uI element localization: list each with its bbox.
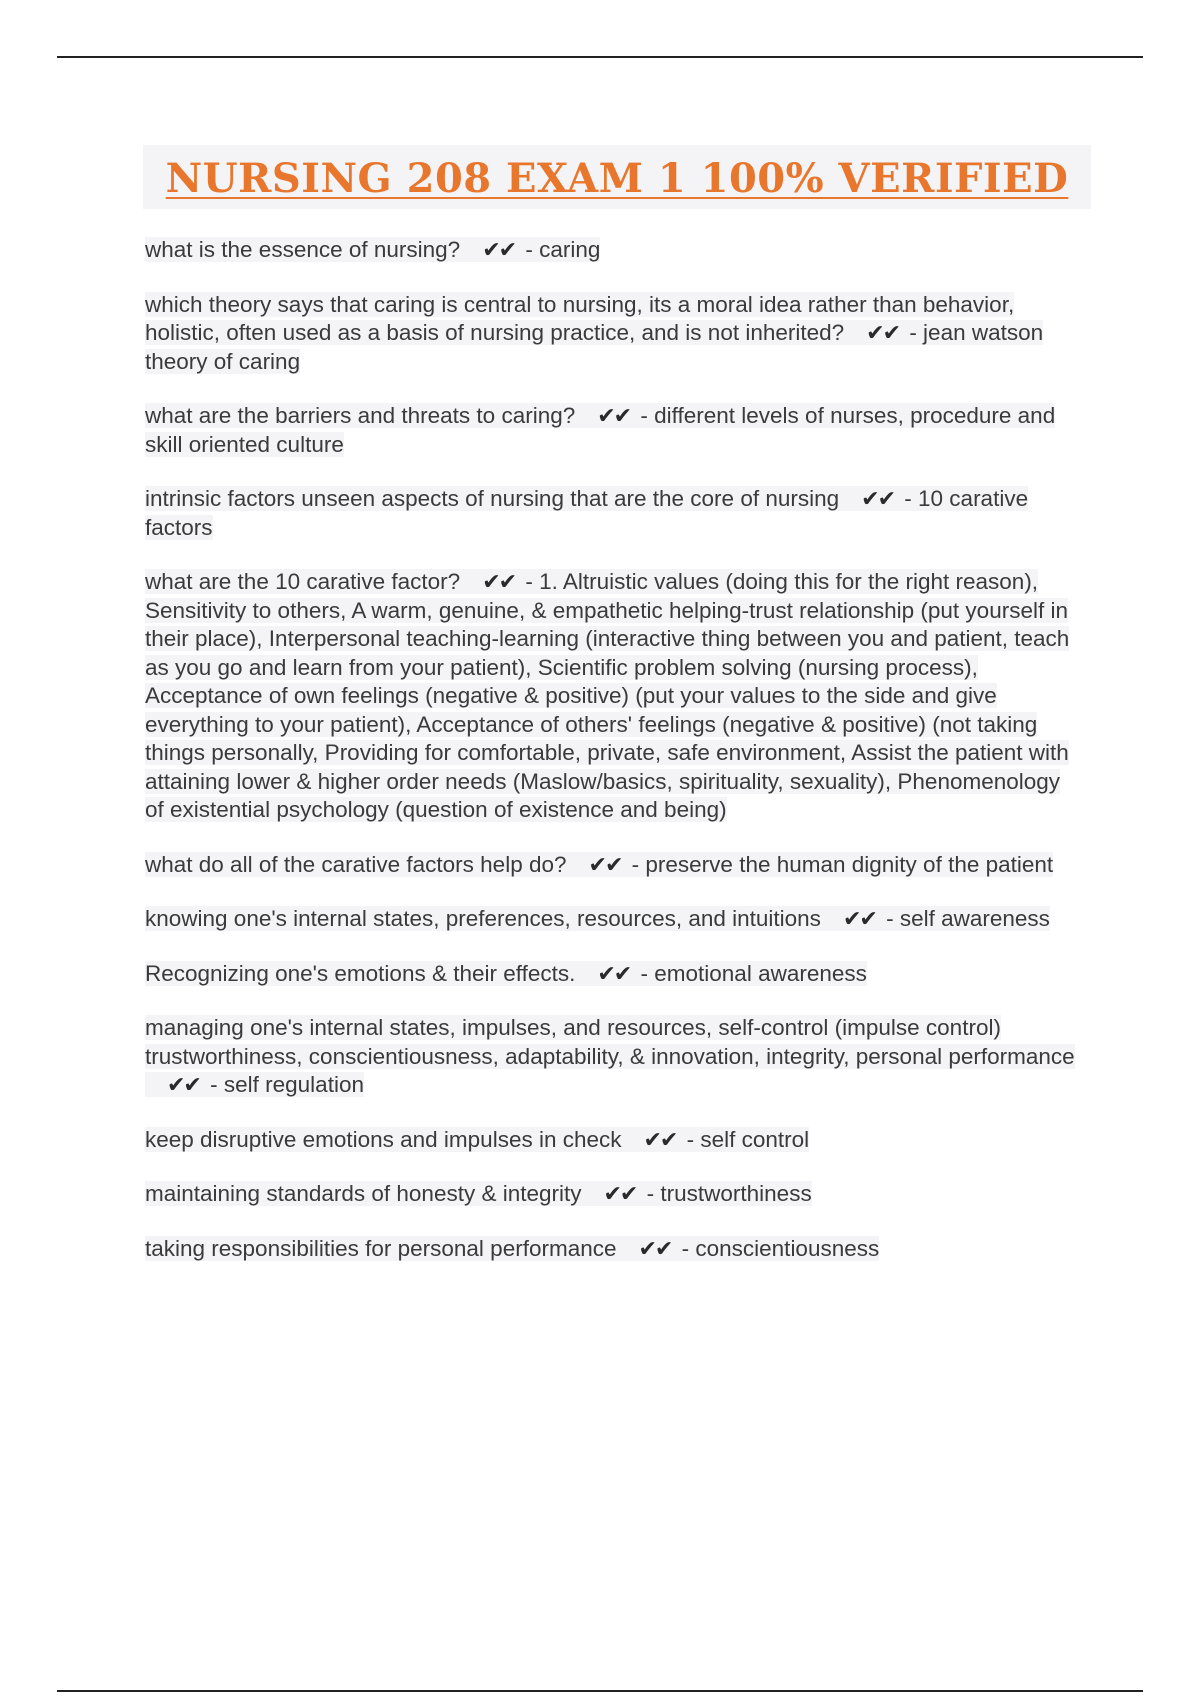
double-check-icon: ✔✔: [866, 320, 900, 345]
double-check-icon: ✔✔: [643, 1126, 677, 1152]
title-banner: [143, 145, 1091, 209]
question-text: what are the 10 carative factor?: [145, 569, 461, 594]
qa-item: [145, 291, 1085, 377]
question-text: keep disruptive emotions and impulses in check: [145, 1126, 622, 1152]
answer-text: - self awareness: [886, 906, 1050, 931]
question-text: managing one's internal states, impulses, and resources, self-control (impulse control) trustworthiness, conscientiousness, adaptability, & innovation, integrity, personal performance: [145, 1015, 1075, 1069]
question-text: what are the barriers and threats to caring?: [145, 403, 576, 428]
qa-item: [145, 402, 1085, 459]
answer-text: - self control: [686, 1126, 810, 1152]
question-text: knowing one's internal states, preferences, resources, and intuitions: [145, 906, 821, 931]
double-check-icon: ✔✔: [603, 1181, 637, 1206]
double-check-icon: ✔✔: [597, 403, 631, 428]
qa-item: [145, 1126, 1085, 1155]
question-text: what do all of the carative factors help do?: [145, 851, 567, 877]
answer-text: - self regulation: [210, 1072, 364, 1097]
answer-text: - different levels of nurses, procedure and skill oriented culture: [145, 403, 1056, 457]
answer-text: - emotional awareness: [640, 960, 867, 986]
qa-item: [145, 1235, 1085, 1264]
question-text: what is the essence of nursing?: [145, 237, 461, 262]
qa-item: [145, 1014, 1085, 1100]
double-check-icon: ✔✔: [167, 1072, 200, 1097]
answer-text: - trustworthiness: [646, 1181, 812, 1206]
qa-item: [145, 236, 1085, 265]
double-check-icon: ✔✔: [861, 486, 895, 511]
question-text: Recognizing one's emotions & their effects.: [145, 960, 576, 986]
answer-text: - 1. Altruistic values (doing this for the right reason), Sensitivity to others, A warm, genuine, & empathetic helping-trust relationship (put yourself in their place), Interpersonal teaching-learning (interactive thing between you and patient, teach as you go and learn from your patient), Scientific problem solving (nursing process), Acceptance of own feelings (negative & positive) (put your values to the side and give everything to your patient), Acceptance of others' feelings (negative & positive) (not taking things personally, Providing for comfortable, private, safe environment, Assist the patient with attaining lower & higher order needs (Maslow/basics, spirituality, sexuality), Phenomenology of existential psychology (question of existence and being): [145, 569, 1070, 822]
top-rule: [57, 56, 1143, 58]
answer-text: - 10 carative factors: [145, 486, 1029, 540]
double-check-icon: ✔✔: [482, 569, 516, 594]
bottom-rule: [57, 1690, 1143, 1692]
qa-item: [145, 851, 1085, 880]
answer-text: - jean watson theory of caring: [145, 320, 1044, 374]
question-text: which theory says that caring is central to nursing, its a moral idea rather than behavior, holistic, often used as a basis of nursing practice, and is not inherited?: [145, 291, 1015, 345]
page-title: NURSING 208 EXAM 1 100% VERIFIED: [165, 155, 1069, 202]
question-text: maintaining standards of honesty & integrity: [145, 1181, 582, 1206]
double-check-icon: ✔✔: [588, 851, 622, 877]
double-check-icon: ✔✔: [597, 960, 631, 986]
answer-text: - caring: [525, 237, 601, 262]
double-check-icon: ✔✔: [638, 1235, 672, 1261]
qa-item: [145, 1180, 1085, 1209]
double-check-icon: ✔✔: [482, 237, 516, 262]
answer-text: - conscientiousness: [681, 1235, 880, 1261]
qa-list: [145, 236, 1085, 1289]
question-text: intrinsic factors unseen aspects of nursing that are the core of nursing: [145, 486, 840, 511]
qa-item: [145, 568, 1085, 825]
qa-item: [145, 905, 1085, 934]
qa-item: [145, 960, 1085, 989]
answer-text: - preserve the human dignity of the patient: [631, 851, 1054, 877]
double-check-icon: ✔✔: [842, 906, 876, 931]
qa-item: [145, 485, 1085, 542]
question-text: taking responsibilities for personal performance: [145, 1235, 617, 1261]
